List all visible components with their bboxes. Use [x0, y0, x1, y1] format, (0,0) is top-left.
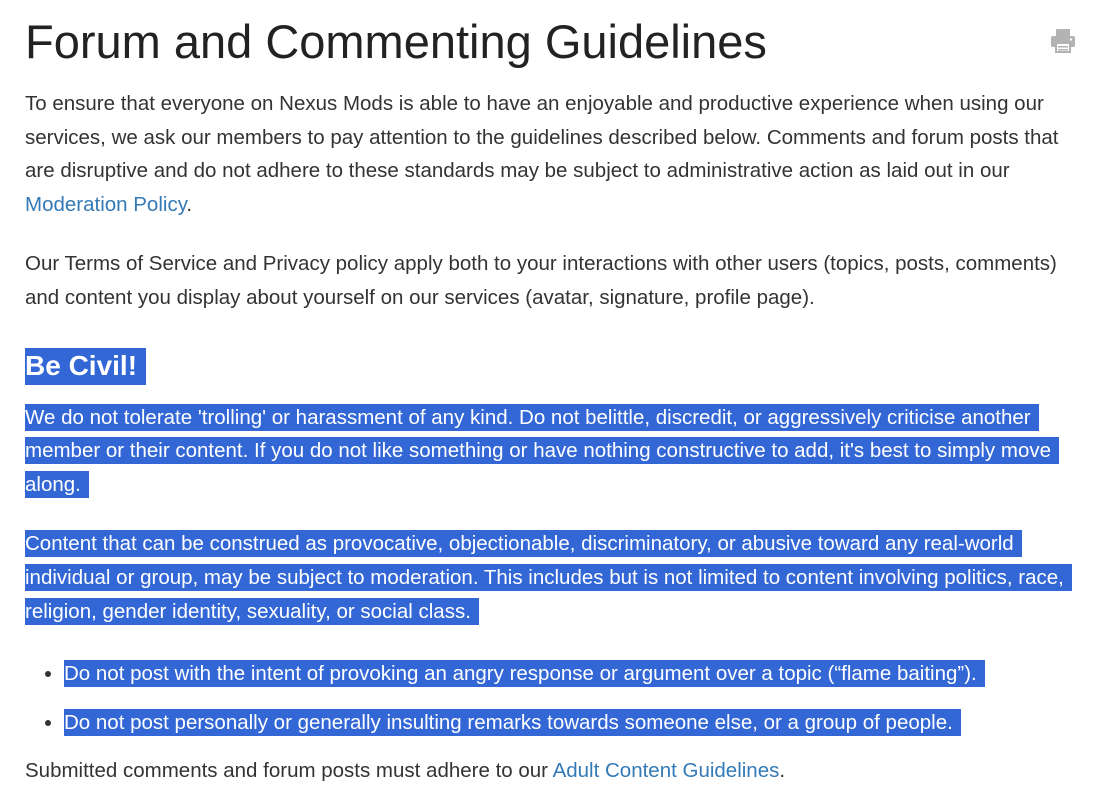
- be-civil-paragraph-1: [25, 401, 1085, 502]
- be-civil-paragraph-2: [25, 527, 1085, 628]
- intro-paragraph: [25, 87, 1085, 221]
- terms-paragraph: Our Terms of Service and Privacy policy apply both to your interactions with other users (topics, posts, comments) and content you display about yourself on our services (avatar, signature, profile page).: [25, 252, 1057, 309]
- be-civil-paragraph-1-text: We do not tolerate 'trolling' or harassment of any kind. Do not belittle, discredit, or aggressively criticise another member or their content. If you do not like something or have nothing constructive to add, it's best to simply move along.: [25, 404, 1059, 498]
- be-civil-paragraph-2-text: Content that can be construed as provocative, objectionable, discriminatory, or abusive toward any real-world individual or group, may be subject to moderation. This includes but is not limited to content involving politics, race, religion, gender identity, sexuality, or social class.: [25, 530, 1072, 624]
- be-civil-heading-text: Be Civil!: [25, 348, 146, 385]
- intro-suffix: .: [186, 192, 193, 216]
- be-civil-bullet-list: [25, 657, 1085, 739]
- adult-suffix: .: [779, 759, 786, 783]
- list-item: [64, 706, 1085, 740]
- adult-content-paragraph: [25, 754, 1085, 788]
- adult-text: Submitted comments and forum posts must adhere to our: [25, 759, 553, 783]
- moderation-policy-link[interactable]: Moderation Policy: [25, 192, 187, 216]
- page-title: Forum and Commenting Guidelines: [25, 15, 767, 68]
- intro-text: To ensure that everyone on Nexus Mods is able to have an enjoyable and productive experience when using our services, we ask our members to pay attention to the guidelines described below. Comments and forum posts that are disruptive and do not adhere to these standards may be subject to administrative action as laid out in our: [25, 92, 1059, 183]
- section-heading-be-civil: [25, 346, 1085, 386]
- list-item: [64, 657, 1085, 691]
- guidelines-article: [25, 0, 1085, 788]
- bullet-text: Do not post with the intent of provoking an angry response or argument over a topic (“flame baiting”).: [64, 660, 985, 687]
- adult-content-guidelines-link[interactable]: Adult Content Guidelines: [552, 759, 780, 783]
- bullet-text: Do not post personally or generally insulting remarks towards someone else, or a group of people.: [64, 709, 961, 736]
